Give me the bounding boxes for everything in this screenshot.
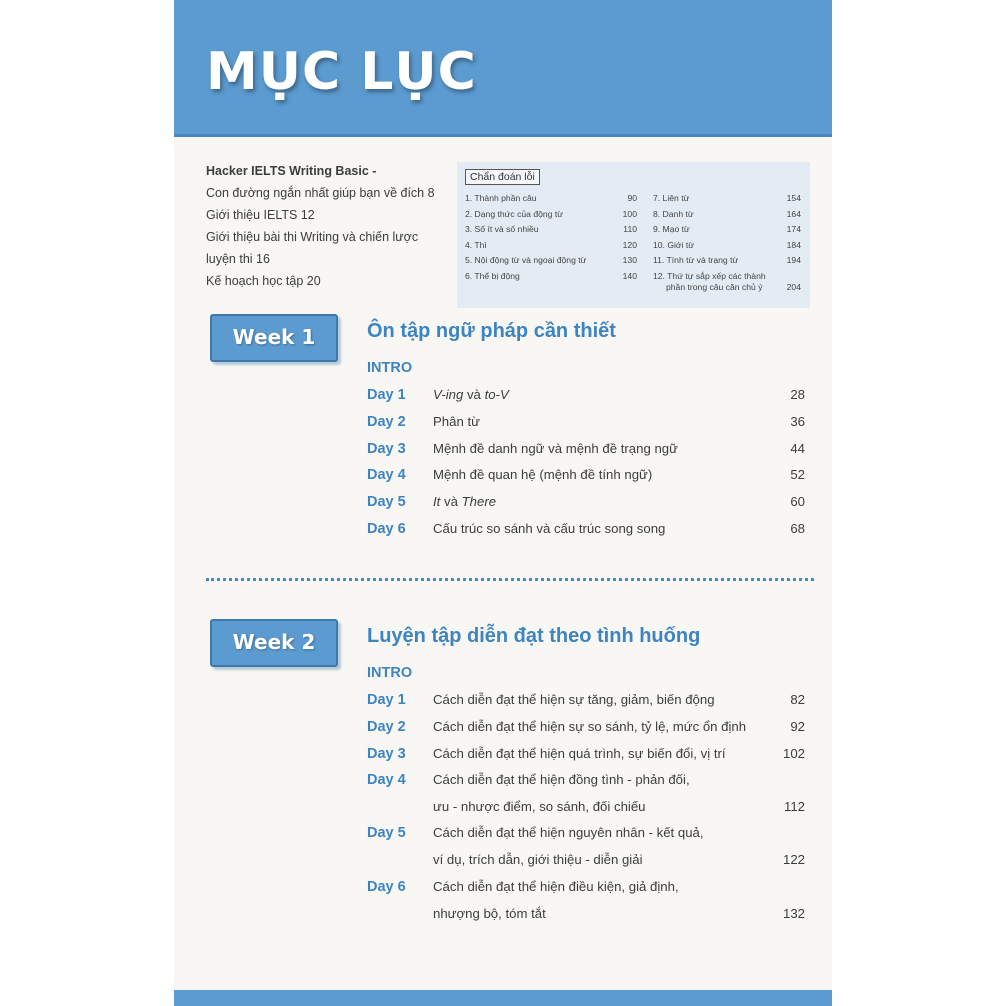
day-page: 112 — [783, 799, 805, 814]
day-page: 102 — [782, 746, 805, 761]
diagnosis-page: 100 — [622, 208, 637, 219]
day-page: 68 — [790, 521, 805, 536]
intro-item: Con đường ngắn nhất giúp bạn về đích 8 — [206, 186, 435, 200]
day-text-part: V-ing — [433, 387, 464, 402]
diagnosis-page: 154 — [786, 193, 801, 203]
diagnosis-row — [653, 224, 801, 240]
diagnosis-label: 11. Tính từ và trạng từ — [653, 255, 739, 265]
diagnosis-page: 130 — [622, 255, 637, 265]
day-text-part: và — [440, 494, 462, 509]
diagnosis-left-column — [465, 193, 637, 286]
day-text: Cách diễn đạt thể hiện điều kiện, giả định, — [433, 879, 679, 894]
diagnosis-page: 204 — [786, 281, 801, 292]
diagnosis-label: 4. Thì — [465, 239, 487, 250]
day-page: 36 — [790, 414, 805, 429]
book-page — [174, 0, 832, 1006]
diagnosis-label: 2. Dạng thức của động từ — [465, 208, 563, 219]
diagnosis-page: 184 — [786, 239, 801, 250]
day-text-part: và — [463, 387, 485, 402]
day-text-part: It — [433, 494, 441, 509]
diagnosis-title: Chẩn đoán lỗi — [465, 169, 540, 185]
day-label: Day 5 — [367, 825, 406, 841]
week2-title: Luyện tập diễn đạt theo tình huống — [367, 625, 701, 647]
day-text: Cấu trúc so sánh và cấu trúc song song — [433, 521, 666, 536]
day-label: Day 1 — [367, 387, 406, 403]
diagnosis-page: 174 — [786, 224, 801, 234]
day-text-line2: ví dụ, trích dẫn, giới thiệu - diễn giải — [433, 852, 643, 867]
diagnosis-page: 90 — [627, 193, 637, 203]
week2-badge — [210, 619, 338, 667]
diagnosis-page: 194 — [786, 255, 801, 265]
diagnosis-row — [465, 224, 637, 240]
day-text: Cách diễn đạt thể hiện quá trình, sự biến đổi, vị trí — [433, 746, 726, 761]
day-text: Cách diễn đạt thể hiện sự so sánh, tỷ lệ, mức ổn định — [433, 719, 747, 734]
diagnosis-label: 8. Danh từ — [653, 208, 694, 219]
day-text: Phân từ — [433, 414, 480, 429]
day-label: Day 6 — [367, 521, 406, 537]
day-page: 92 — [790, 719, 805, 734]
day-label: Day 2 — [367, 719, 406, 735]
diagnosis-right-column — [653, 193, 801, 293]
day-page: 82 — [790, 692, 805, 707]
day-label: Day 6 — [367, 879, 406, 895]
day-label: Day 3 — [367, 746, 406, 762]
day-text: Cách diễn đạt thể hiện đồng tình - phản đối, — [433, 772, 690, 787]
day-text: Cách diễn đạt thể hiện nguyên nhân - kết quả, — [433, 825, 704, 840]
day-text-part: to-V — [484, 387, 509, 402]
day-label: Day 4 — [367, 467, 406, 483]
page-title: MỤC LỤC — [206, 42, 477, 102]
diagnosis-box — [457, 162, 810, 308]
week1-intro: INTRO — [367, 360, 413, 376]
diagnosis-label: 1. Thành phần câu — [465, 193, 537, 203]
intro-item: Kế hoạch học tập 20 — [206, 274, 321, 288]
diagnosis-row — [653, 209, 801, 225]
week1-badge-label: Week 1 — [232, 325, 316, 349]
header-band — [174, 0, 832, 134]
diagnosis-label: 6. Thể bị động — [465, 270, 520, 281]
diagnosis-row — [465, 271, 637, 287]
week2-badge-label: Week 2 — [232, 630, 316, 654]
footer-band — [174, 990, 832, 1006]
diagnosis-label: 7. Liên từ — [653, 193, 690, 203]
week1-badge — [210, 314, 338, 362]
diagnosis-page: 120 — [622, 239, 637, 250]
day-text — [433, 494, 496, 509]
day-text-part: There — [461, 494, 497, 509]
day-page: 132 — [782, 906, 805, 921]
dotted-divider — [206, 578, 814, 581]
diagnosis-label: phần trong câu căn chủ ý — [666, 281, 763, 292]
intro-item: Giới thiệu bài thi Writing và chiến lược — [206, 230, 419, 244]
diagnosis-label: 12. Thứ tự sắp xếp các thành — [653, 270, 766, 281]
diagnosis-row — [465, 209, 637, 225]
diagnosis-row — [653, 240, 801, 256]
diagnosis-row — [653, 193, 801, 209]
diagnosis-row — [653, 255, 801, 271]
diagnosis-label: 10. Giới từ — [653, 239, 695, 250]
day-text — [433, 387, 509, 402]
week2-intro: INTRO — [367, 665, 413, 681]
diagnosis-row — [465, 255, 637, 271]
day-label: Day 2 — [367, 414, 406, 430]
intro-item: Hacker IELTS Writing Basic - — [206, 164, 377, 178]
day-text: Cách diễn đạt thể hiện sự tăng, giảm, biến động — [433, 692, 715, 707]
diagnosis-label: 3. Số ít và số nhiều — [465, 224, 539, 234]
day-page: 122 — [782, 852, 805, 867]
diagnosis-label: 5. Nội động từ và ngoại động từ — [465, 255, 587, 265]
day-text: Mệnh đề quan hệ (mệnh đề tính ngữ) — [433, 467, 653, 482]
diagnosis-row — [465, 240, 637, 256]
diagnosis-label: 9. Mạo từ — [653, 224, 690, 234]
intro-list — [206, 160, 435, 292]
day-label: Day 4 — [367, 772, 406, 788]
day-page: 44 — [790, 441, 805, 456]
day-text-line2: ưu - nhược điểm, so sánh, đối chiếu — [433, 799, 646, 814]
diagnosis-row — [653, 282, 801, 293]
intro-item: luyện thi 16 — [206, 252, 270, 266]
day-text: Mệnh đề danh ngữ và mệnh đề trạng ngữ — [433, 441, 678, 456]
day-text-line2: nhượng bộ, tóm tắt — [433, 906, 546, 921]
diagnosis-page: 110 — [623, 224, 637, 234]
day-page: 60 — [790, 494, 805, 509]
week1-title: Ôn tập ngữ pháp cần thiết — [367, 320, 616, 342]
day-label: Day 5 — [367, 494, 406, 510]
diagnosis-page: 164 — [786, 208, 801, 219]
day-page: 28 — [790, 387, 805, 402]
diagnosis-row — [653, 271, 801, 282]
diagnosis-row — [465, 193, 637, 209]
day-label: Day 1 — [367, 692, 406, 708]
intro-item: Giới thiệu IELTS 12 — [206, 208, 315, 222]
day-page: 52 — [790, 467, 805, 482]
day-label: Day 3 — [367, 441, 406, 457]
diagnosis-page: 140 — [622, 270, 637, 281]
